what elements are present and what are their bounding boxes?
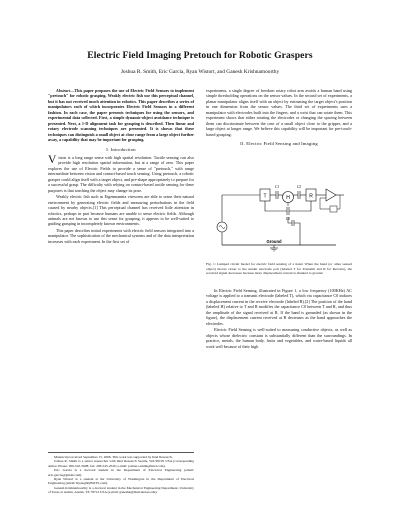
feedback-resistor (330, 206, 337, 212)
drop-cap: V (48, 153, 57, 166)
receive-label: R (309, 193, 313, 200)
abstract-text: —This paper proposes the use of Electric Field Sensors to implement "pretouch" for robotic grasping. Weakly electric fish use this perceptual channel, but it has not received much attention in robotics. This paper describes a series of manipulators each of which incorporates Electric Field Sensors in a different fashion. In each case, the paper presents techniques for using the sensors, and experimental data collected. First, a simple dynamic-object avoidance technique is presented. Next, a 1-D alignment task for grasping is described. Then linear and rotary electrode scanning techniques are presented. It is shown that these techniques can distinguish a small object at close range from a large object further away, a capability that may be important for grasping. (48, 88, 194, 143)
right-column-bottom (206, 288, 352, 350)
footnotes (48, 452, 194, 495)
intro-paragraph-1: Vision is a long range sense with high spatial resolution. Tactile sensing can also provide high resolution spatial information, but at a range of zero. This paper explores the use of Electric Fields to provide a sense of "pretouch," with range intermediate between vision and contact-based touch sensing. Using pretouch, a robotic grasper could align itself with a target object, and pre-shape appropriately to prepare for a successful grasp. The difficulty with relying on contact-based tactile sensing for these purposes is that touching the object may change its pose. (48, 153, 194, 193)
footnote-garcia: Eric Garcia is a doctoral student in the Department of Electrical Engineering (email: eric.garcia@gmail.com). (48, 468, 194, 477)
paper-authors: Joshua R. Smith, Eric Garcia, Ryan Wistort, and Ganesh Krishnamoorthy (120, 69, 280, 75)
right-paragraph-2: In Electric Field Sensing, illustrated in Figure 1, a low frequency (100KHz) AC voltage is applied to a transmit electrode (labeled T), which via capacitance C0 induces a displacement current in the receive electrode (labeled R).[2] The position of the hand (labeled H) relative to T and R modifies the capacitance C0 between T and R, and thus the amplitude of the signal received at R. If the hand is grounded (as shown in the figure), the displacement current received at R decreases as the hand approaches the electrodes. (206, 288, 352, 326)
intro-paragraph-2: Weakly electric fish such as Eigenmannia virescens are able to sense their natural environment by generating electric fields and measuring perturbations in the field caused by nearby objects.[1] This perceptual channel has received little attention in robotics, perhaps in part because humans are unable to sense electric fields. Although animals are not known to use this sense for grasping, it appears to be well-suited to guiding grasping in incompletely known environments. (48, 194, 194, 227)
c1-label: C1 (274, 185, 280, 189)
footnote-wistort: Ryan Wistort is a student at the University of Washington in the Department of Electrical Engineering (email: Ryan@RyBOTS.com). (48, 477, 194, 486)
intro-paragraph-3: This paper describes initial experiments with electric field sensors integrated into a manipulator. The sophistication of the mechanical systems and of the data interpretation increases with each experiment. In the first set of (48, 227, 194, 244)
transmit-label: T (263, 193, 267, 200)
footnote-krishnamoorthy: Ganesh Krishnamoorthy is a doctoral student in the Mechanical Engineering Department, University of Texas at Austin, Austin, TX 78712 USA (e-mail: ganeshk@mail.utexas.edu). (48, 485, 194, 495)
sine-wave-icon (219, 226, 225, 229)
c0-label: C0 (285, 217, 291, 221)
abstract-label: Abstract (56, 88, 71, 93)
hand-label: H (286, 195, 290, 201)
abstract (48, 88, 194, 143)
amplifier-icon (326, 189, 336, 201)
left-column (48, 88, 194, 245)
section-1-heading: I. Introduction (106, 146, 136, 152)
figure-1-circuit-diagram (208, 175, 350, 257)
right-column-top (206, 88, 352, 150)
right-paragraph-1: experiments, a single degree of freedom rotary robot arm avoids a human hand using simple thresholding operations on the sensor values. In the second set of experiments, a planar manipulator aligns itself with an object by estimating the target object's position in one dimension from the sensor values. The third set of experiments uses a manipulator with electrodes built into the fingers, and a wrist that can rotate them. This experiment shows that either rotating the electrodes or changing the spacing between them can discriminate between the case of a small object close to the gripper, and a large object at longer range. We believe this capability will be important for pre-touch-based grasping. (206, 88, 352, 137)
right-paragraph-3: Electric Field Sensing is well-suited to measuring conductive objects, as well as objects whose dielectric constant is substantially different than the surroundings. In practice, metals, the human body, fruits and vegetables, and water-based liquids all work well because of their high (206, 327, 352, 349)
section-2-heading: II. Electric Field Sensing and Imaging (240, 141, 318, 147)
figure-1-caption: Fig. 1: Lumped circuit model for electric field sensing of a hand. When the hand (or other sensed object) moves closer to the sender electrode pair (labeled T for Transmit and R for Receive), the received signal decreases because more displacement current is shunted to ground. (206, 262, 352, 275)
paper-title: Electric Field Imaging Pretouch for Robotic Graspers (87, 50, 313, 61)
footnote-manuscript: Manuscript received September 15, 2006. This work was supported by Intel Research. (54, 455, 173, 459)
ground-label: Ground (266, 239, 282, 244)
footnote-smith: Joshua R. Smith is a senior researcher with Intel Research Seattle, WA 98105 USA (corresponding author. Phone: 206-545-5608; fax: 206-545-2526; e-mail: joshua.r.smith@intel.com). (48, 459, 194, 468)
c2-label: C2 (296, 185, 302, 189)
